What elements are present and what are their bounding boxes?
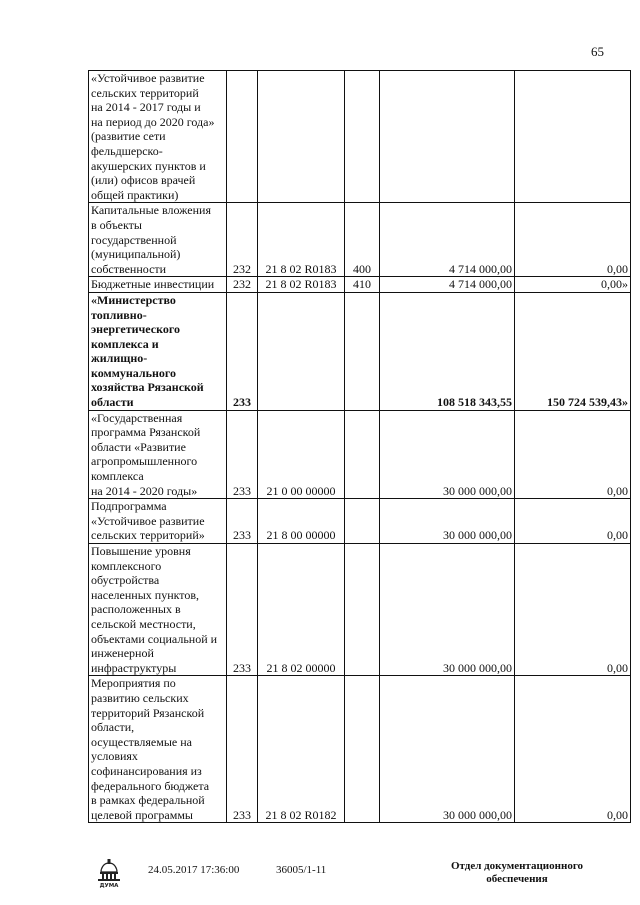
budget-table-body <box>89 71 631 823</box>
row-sum-2017-cell: 4 714 000,00 <box>380 277 515 293</box>
footer-department: Отдел документационного обеспечения <box>450 860 584 885</box>
row-name-cell: Повышение уровня комплексного обустройства населенных пунктов, расположенных в сельской местности, объектами социальной и инженерной инфраструктуры <box>89 544 227 676</box>
footer-doc-number: 36005/1-11 <box>276 864 327 876</box>
row-sum-2017-cell: 30 000 000,00 <box>380 499 515 544</box>
row-csr-cell: 21 8 02 R0183 <box>258 277 345 293</box>
row-sum-2018-cell: 0,00 <box>515 410 631 499</box>
row-vr-cell: 400 <box>345 203 380 277</box>
table-row <box>89 203 631 277</box>
page-number: 65 <box>591 44 604 59</box>
row-code-cell: 232 <box>227 277 258 293</box>
row-csr-cell: 21 8 00 00000 <box>258 499 345 544</box>
row-sum-2018-cell: 0,00» <box>515 277 631 293</box>
table-row <box>89 544 631 676</box>
row-csr-cell <box>258 292 345 410</box>
row-csr-cell <box>258 71 345 203</box>
row-code-cell: 233 <box>227 676 258 823</box>
logo-lettering: ДУМА <box>99 883 119 888</box>
row-csr-cell: 21 8 02 00000 <box>258 544 345 676</box>
row-name-cell: «Министерство топливно- энергетического комплекса и жилищно- коммунального хозяйства Рязанской области <box>89 292 227 410</box>
row-csr-cell: 21 8 02 R0182 <box>258 676 345 823</box>
row-csr-cell: 21 0 00 00000 <box>258 410 345 499</box>
row-name-cell: Мероприятия по развитию сельских территорий Рязанской области, осуществляемые на условиях софинансирования из федерального бюджета в рамках федеральной целевой программы <box>89 676 227 823</box>
row-vr-cell: 410 <box>345 277 380 293</box>
row-name-cell: «Устойчивое развитие сельских территорий на 2014 - 2017 годы и на период до 2020 года» (развитие сети фельдшерско- акушерских пунктов и (или) офисов врачей общей практики) <box>89 71 227 203</box>
row-sum-2018-cell <box>515 71 631 203</box>
table-row <box>89 499 631 544</box>
budget-table <box>88 70 631 823</box>
row-name-cell: Подпрограмма «Устойчивое развитие сельских территорий» <box>89 499 227 544</box>
row-vr-cell <box>345 71 380 203</box>
row-name-cell: Капитальные вложения в объекты государственной (муниципальной) собственности <box>89 203 227 277</box>
row-code-cell: 233 <box>227 292 258 410</box>
table-row <box>89 676 631 823</box>
row-vr-cell <box>345 544 380 676</box>
row-sum-2018-cell: 0,00 <box>515 203 631 277</box>
row-vr-cell <box>345 676 380 823</box>
page-footer <box>0 858 640 898</box>
row-code-cell: 233 <box>227 410 258 499</box>
row-sum-2017-cell <box>380 71 515 203</box>
row-sum-2018-cell: 0,00 <box>515 676 631 823</box>
row-name-cell: Бюджетные инвестиции <box>89 277 227 293</box>
duma-emblem-icon <box>96 858 122 888</box>
row-sum-2017-cell: 30 000 000,00 <box>380 544 515 676</box>
row-sum-2017-cell: 108 518 343,55 <box>380 292 515 410</box>
table-row <box>89 277 631 293</box>
row-code-cell: 233 <box>227 544 258 676</box>
table-row <box>89 410 631 499</box>
row-sum-2018-cell: 150 724 539,43» <box>515 292 631 410</box>
table-row <box>89 71 631 203</box>
row-sum-2017-cell: 30 000 000,00 <box>380 676 515 823</box>
table-row <box>89 292 631 410</box>
row-code-cell: 232 <box>227 203 258 277</box>
row-code-cell: 233 <box>227 499 258 544</box>
row-vr-cell <box>345 410 380 499</box>
row-vr-cell <box>345 292 380 410</box>
row-csr-cell: 21 8 02 R0183 <box>258 203 345 277</box>
row-vr-cell <box>345 499 380 544</box>
footer-datetime: 24.05.2017 17:36:00 <box>148 864 240 876</box>
row-sum-2017-cell: 4 714 000,00 <box>380 203 515 277</box>
row-sum-2018-cell: 0,00 <box>515 499 631 544</box>
row-name-cell: «Государственная программа Рязанской области «Развитие агропромышленного комплекса на 2014 - 2020 годы» <box>89 410 227 499</box>
row-sum-2018-cell: 0,00 <box>515 544 631 676</box>
row-sum-2017-cell: 30 000 000,00 <box>380 410 515 499</box>
row-code-cell <box>227 71 258 203</box>
